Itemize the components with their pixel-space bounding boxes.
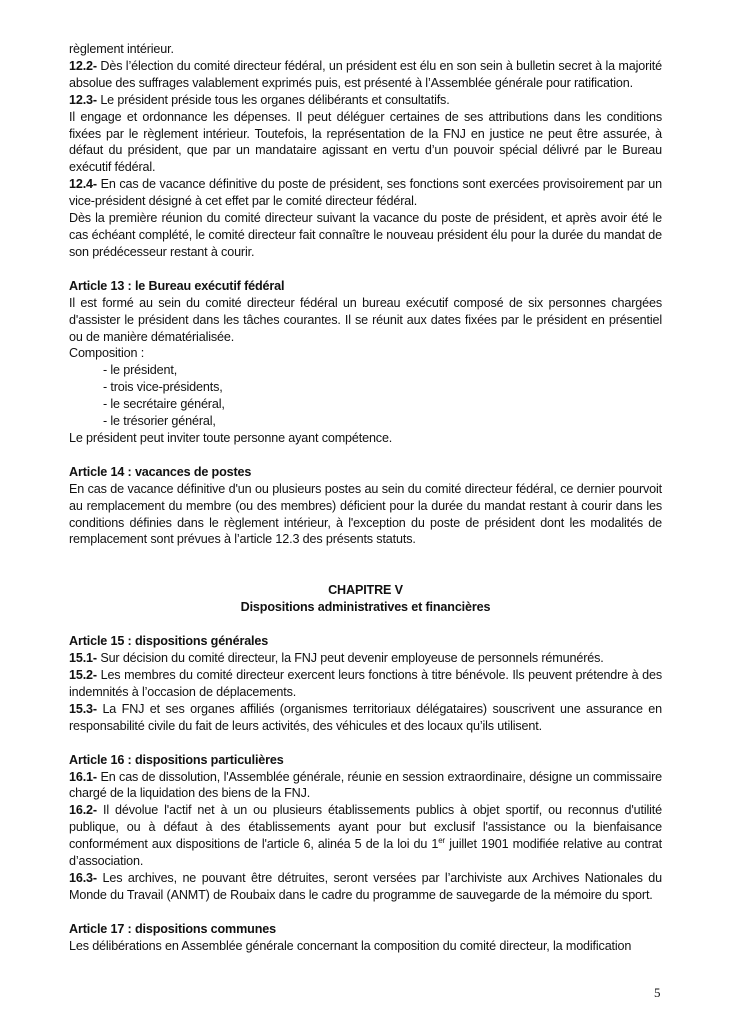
paragraph-text: Le président préside tous les organes délibérants et consultatifs. bbox=[96, 92, 450, 107]
composition-item: - le président, bbox=[103, 363, 178, 378]
paragraph-12-4 bbox=[69, 176, 662, 210]
document-page bbox=[69, 41, 662, 955]
article-16-heading: Article 16 : dispositions particulières bbox=[69, 752, 284, 767]
article-13-paragraph-2: Le président peut inviter toute personne ayant compétence. bbox=[69, 430, 393, 445]
composition-item: - le secrétaire général, bbox=[103, 397, 225, 412]
paragraph-number: 16.3- bbox=[69, 870, 97, 885]
paragraph-12-3 bbox=[69, 92, 662, 109]
paragraph-number: 12.2- bbox=[69, 58, 97, 73]
article-13-paragraph: Il est formé au sein du comité directeur fédéral un bureau exécutif composé de six personnes chargées d'assister le président dans les tâches courantes. Il se réunit aux dates fixées par le président en présentiel ou de manière dématérialisée. bbox=[69, 295, 662, 344]
paragraph-16-1 bbox=[69, 769, 662, 803]
chapter-title: CHAPITRE V bbox=[328, 583, 403, 598]
superscript: er bbox=[438, 836, 446, 846]
spacer bbox=[69, 904, 662, 921]
paragraph-15-2 bbox=[69, 667, 662, 701]
paragraph-text: Dès l’élection du comité directeur fédéral, un président est élu en son sein à bulletin secret à la majorité absolue des suffrages valablement exprimés puis, est présenté à l’Assemblée générale pour ratification. bbox=[69, 58, 662, 90]
paragraph-text: Sur décision du comité directeur, la FNJ peut devenir employeuse de personnels rémunérés. bbox=[96, 651, 604, 666]
paragraph-text: Les archives, ne pouvant être détruites, seront versées par l’archiviste aux Archives Nationales du Monde du Travail (ANMT) de Roubaix dans le cadre du programme de sauvegarde de la mémoire du sport. bbox=[69, 870, 662, 902]
paragraph-text: En cas de vacance définitive du poste de président, ses fonctions sont exercées provisoirement par un vice-président désigné à cet effet par le comité directeur fédéral. bbox=[69, 177, 662, 209]
paragraph-12-4-cont: Dès la première réunion du comité directeur suivant la vacance du poste de président, et après avoir été le cas échéant complété, le comité directeur fait connaître le nouveau président élu pour la durée du mandat de son prédécesseur restant à courir. bbox=[69, 211, 662, 259]
spacer bbox=[69, 548, 662, 582]
article-17-paragraph: Les délibérations en Assemblée générale concernant la composition du comité directeur, la modification bbox=[69, 938, 632, 953]
paragraph-number: 15.2- bbox=[69, 668, 97, 682]
paragraph-16-3 bbox=[69, 870, 662, 904]
paragraph-text: La FNJ et ses organes affiliés (organismes territoriaux délégataires) souscrivent une assurance en responsabilité civile du fait de leurs activités, des véhicules et des locaux qu’ils utilisent. bbox=[69, 701, 662, 733]
spacer bbox=[69, 261, 662, 278]
article-13-heading: Article 13 : le Bureau exécutif fédéral bbox=[69, 278, 285, 293]
paragraph-text: Il dévolue l'actif net à un ou plusieurs établissements publics à objet sportif, ou reconnus d'utilité publique, ou à défaut à des établissements ayant pour but exclusif l'assistance ou la bienfaisance conformément aux dispositions de l'article 6, alinéa 5 de la loi du 1 bbox=[69, 803, 662, 852]
page-number: 5 bbox=[654, 985, 661, 1000]
spacer bbox=[69, 735, 662, 752]
continuation-text: règlement intérieur. bbox=[69, 42, 174, 56]
paragraph-text: Les membres du comité directeur exercent leurs fonctions à titre bénévole. Ils peuvent prétendre à des indemnités à l’occasion de déplacements. bbox=[69, 668, 662, 699]
spacer bbox=[69, 616, 662, 633]
spacer bbox=[69, 447, 662, 464]
paragraph-12-2 bbox=[69, 58, 662, 92]
paragraph-text: En cas de dissolution, l'Assemblée générale, réunie en session extraordinaire, désigne un commissaire chargé de la liquidation des biens de la FNJ. bbox=[69, 769, 662, 801]
paragraph-16-2 bbox=[69, 802, 662, 870]
chapter-subtitle: Dispositions administratives et financières bbox=[240, 600, 491, 615]
article-14-heading: Article 14 : vacances de postes bbox=[69, 464, 252, 479]
paragraph-15-3 bbox=[69, 701, 662, 735]
paragraph-number: 16.2- bbox=[69, 803, 97, 818]
composition-item: - le trésorier général, bbox=[103, 414, 216, 429]
paragraph-number: 15.1- bbox=[69, 651, 97, 666]
paragraph-15-1 bbox=[69, 650, 662, 667]
paragraph-number: 12.3- bbox=[69, 92, 97, 107]
article-14-paragraph: En cas de vacance définitive d'un ou plusieurs postes au sein du comité directeur fédéral, ce dernier pourvoit au remplacement du membre (ou des membres) déficient pour la durée du mandat restant à courir dans les conditions définies dans le règlement intérieur, à l'exception du poste de président dont les modalités de remplacement sont prévues à l’article 12.3 des présents statuts. bbox=[69, 481, 662, 547]
paragraph-number: 16.1- bbox=[69, 769, 97, 784]
paragraph-number: 12.4- bbox=[69, 177, 97, 192]
paragraph-12-3-cont: Il engage et ordonnance les dépenses. Il peut déléguer certaines de ses attributions dans les conditions fixées par le règlement intérieur. Toutefois, la représentation de la FNJ en justice ne peut être assurée, à défaut du président, que par un mandataire agissant en vertu d’un pouvoir spécial délivré par le Bureau exécutif fédéral. bbox=[69, 109, 662, 175]
article-17-heading: Article 17 : dispositions communes bbox=[69, 921, 276, 936]
article-15-heading: Article 15 : dispositions générales bbox=[69, 634, 269, 649]
paragraph-text: juillet 1901 modifiée relative au contrat d’association. bbox=[69, 837, 662, 869]
composition-item: - trois vice-présidents, bbox=[103, 380, 223, 395]
paragraph-number: 15.3- bbox=[69, 701, 97, 716]
composition-label: Composition : bbox=[69, 346, 145, 361]
